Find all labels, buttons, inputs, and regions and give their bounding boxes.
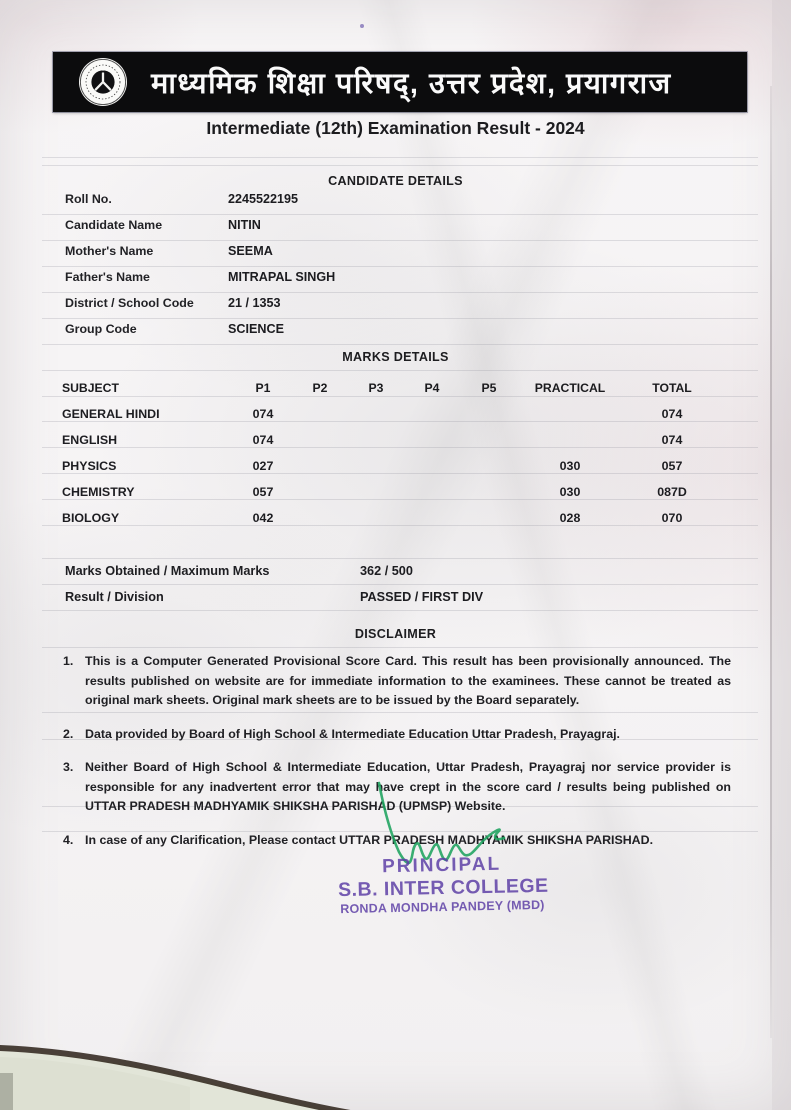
col-total: TOTAL — [652, 381, 692, 395]
p1-marks: 042 — [252, 511, 274, 525]
col-p1: P1 — [255, 381, 271, 395]
ruled-line — [42, 584, 758, 585]
marks-row — [62, 453, 722, 479]
scan-right-margin-shade — [772, 0, 791, 1110]
candidate-details-heading: CANDIDATE DETAILS — [328, 174, 463, 188]
ruled-line — [42, 318, 758, 319]
marks-details-heading: MARKS DETAILS — [342, 350, 449, 364]
summary-value: PASSED / FIRST DIV — [360, 590, 484, 604]
item-number: 4. — [63, 832, 74, 847]
board-emblem-icon — [79, 58, 127, 106]
p1-marks: 074 — [252, 433, 274, 447]
candidate-field-row — [65, 218, 725, 236]
field-value: 2245522195 — [228, 192, 299, 206]
total-marks: 057 — [661, 459, 683, 473]
summary-label: Result / Division — [65, 590, 164, 604]
p1-marks: 074 — [252, 407, 274, 421]
stamp-line-college: S.B. INTER COLLEGE — [337, 874, 549, 902]
stamp-line-principal: PRINCIPAL — [381, 853, 502, 878]
p1-marks: 057 — [252, 485, 274, 499]
ruled-line — [42, 370, 758, 371]
item-text: Neither Board of High School & Intermediate Education, Uttar Pradesh, Prayagraj nor service provider is responsible for any inadvertent error that may have crept in the score card / results being published on UTTAR PRADESH MADHYAMIK SHIKSHA PARISHAD (UPMSP) Website. — [85, 760, 731, 813]
ruled-line — [42, 647, 758, 648]
col-p2: P2 — [312, 381, 328, 395]
col-p5: P5 — [481, 381, 497, 395]
candidate-field-row — [65, 322, 725, 340]
field-label: District / School Code — [65, 296, 194, 310]
ruled-line — [42, 610, 758, 611]
board-name-hindi: माध्यमिक शिक्षा परिषद्, उत्तर प्रदेश, प्रयागराज — [151, 67, 672, 100]
principal-stamp — [337, 853, 549, 917]
subject-name: CHEMISTRY — [62, 485, 135, 499]
marks-header-row — [62, 375, 722, 401]
item-number: 2. — [63, 726, 74, 741]
field-value: NITIN — [228, 218, 261, 232]
item-text: Data provided by Board of High School & Intermediate Education Uttar Pradesh, Prayagraj. — [85, 726, 620, 741]
item-number: 3. — [63, 760, 74, 774]
practical-marks: 030 — [559, 459, 581, 473]
ruled-line — [42, 214, 758, 215]
marks-row — [62, 479, 722, 505]
field-label: Mother's Name — [65, 244, 154, 258]
result-division-row — [65, 590, 725, 608]
ruled-line — [42, 157, 758, 158]
ink-dot — [360, 24, 364, 28]
total-marks: 074 — [661, 407, 683, 421]
field-value: SCIENCE — [228, 322, 284, 336]
disclaimer-item — [63, 652, 731, 711]
total-marks: 074 — [661, 433, 683, 447]
ruled-line — [42, 165, 758, 166]
candidate-field-row — [65, 270, 725, 288]
marks-row — [62, 401, 722, 427]
col-subject: SUBJECT — [62, 381, 119, 395]
item-number: 1. — [63, 654, 74, 668]
candidate-field-row — [65, 244, 725, 262]
field-label: Group Code — [65, 322, 137, 336]
item-text: This is a Computer Generated Provisional Score Card. This result has been provisionally announced. The results published on website are for immediate information to the examinees. These cannot be treated as original mark sheets. Original mark sheets are to be issued by the Board separately. — [85, 654, 731, 707]
subject-name: ENGLISH — [62, 433, 118, 447]
marks-obtained-row — [65, 564, 725, 582]
marks-row — [62, 505, 722, 531]
disclaimer-item — [63, 725, 731, 745]
paper-bottom-fold — [0, 1015, 791, 1110]
subject-name: GENERAL HINDI — [62, 407, 160, 421]
field-label: Candidate Name — [65, 218, 163, 232]
field-label: Roll No. — [65, 192, 112, 206]
col-p4: P4 — [424, 381, 440, 395]
field-label: Father's Name — [65, 270, 150, 284]
total-marks: 087D — [657, 485, 687, 499]
col-practical: PRACTICAL — [534, 381, 606, 395]
subject-name: BIOLOGY — [62, 511, 120, 525]
summary-value: 362 / 500 — [360, 564, 413, 578]
paper-right-edge — [770, 86, 772, 1038]
marks-row — [62, 427, 722, 453]
col-p3: P3 — [368, 381, 384, 395]
practical-marks: 028 — [559, 511, 581, 525]
p1-marks: 027 — [252, 459, 274, 473]
candidate-field-row — [65, 192, 725, 210]
stamp-line-address: RONDA MONDHA PANDEY (MBD) — [340, 898, 545, 917]
marks-table — [62, 375, 722, 531]
field-value: MITRAPAL SINGH — [228, 270, 336, 284]
exam-title: Intermediate (12th) Examination Result - 2024 — [206, 118, 585, 138]
disclaimer-heading: DISCLAIMER — [354, 627, 437, 641]
summary-label: Marks Obtained / Maximum Marks — [65, 564, 270, 578]
total-marks: 070 — [661, 511, 683, 525]
field-value: 21 / 1353 — [228, 296, 281, 310]
ruled-line — [42, 292, 758, 293]
item-text: In case of any Clarification, Please contact UTTAR PRADESH MADHYAMIK SHIKSHA PARISHAD. — [85, 832, 654, 847]
ruled-line — [42, 344, 758, 345]
subject-name: PHYSICS — [62, 459, 117, 473]
ruled-line — [42, 558, 758, 559]
ruled-line — [42, 266, 758, 267]
board-header-band — [53, 52, 747, 112]
field-value: SEEMA — [228, 244, 273, 258]
practical-marks: 030 — [559, 485, 581, 499]
ruled-line — [42, 240, 758, 241]
candidate-field-row — [65, 296, 725, 314]
